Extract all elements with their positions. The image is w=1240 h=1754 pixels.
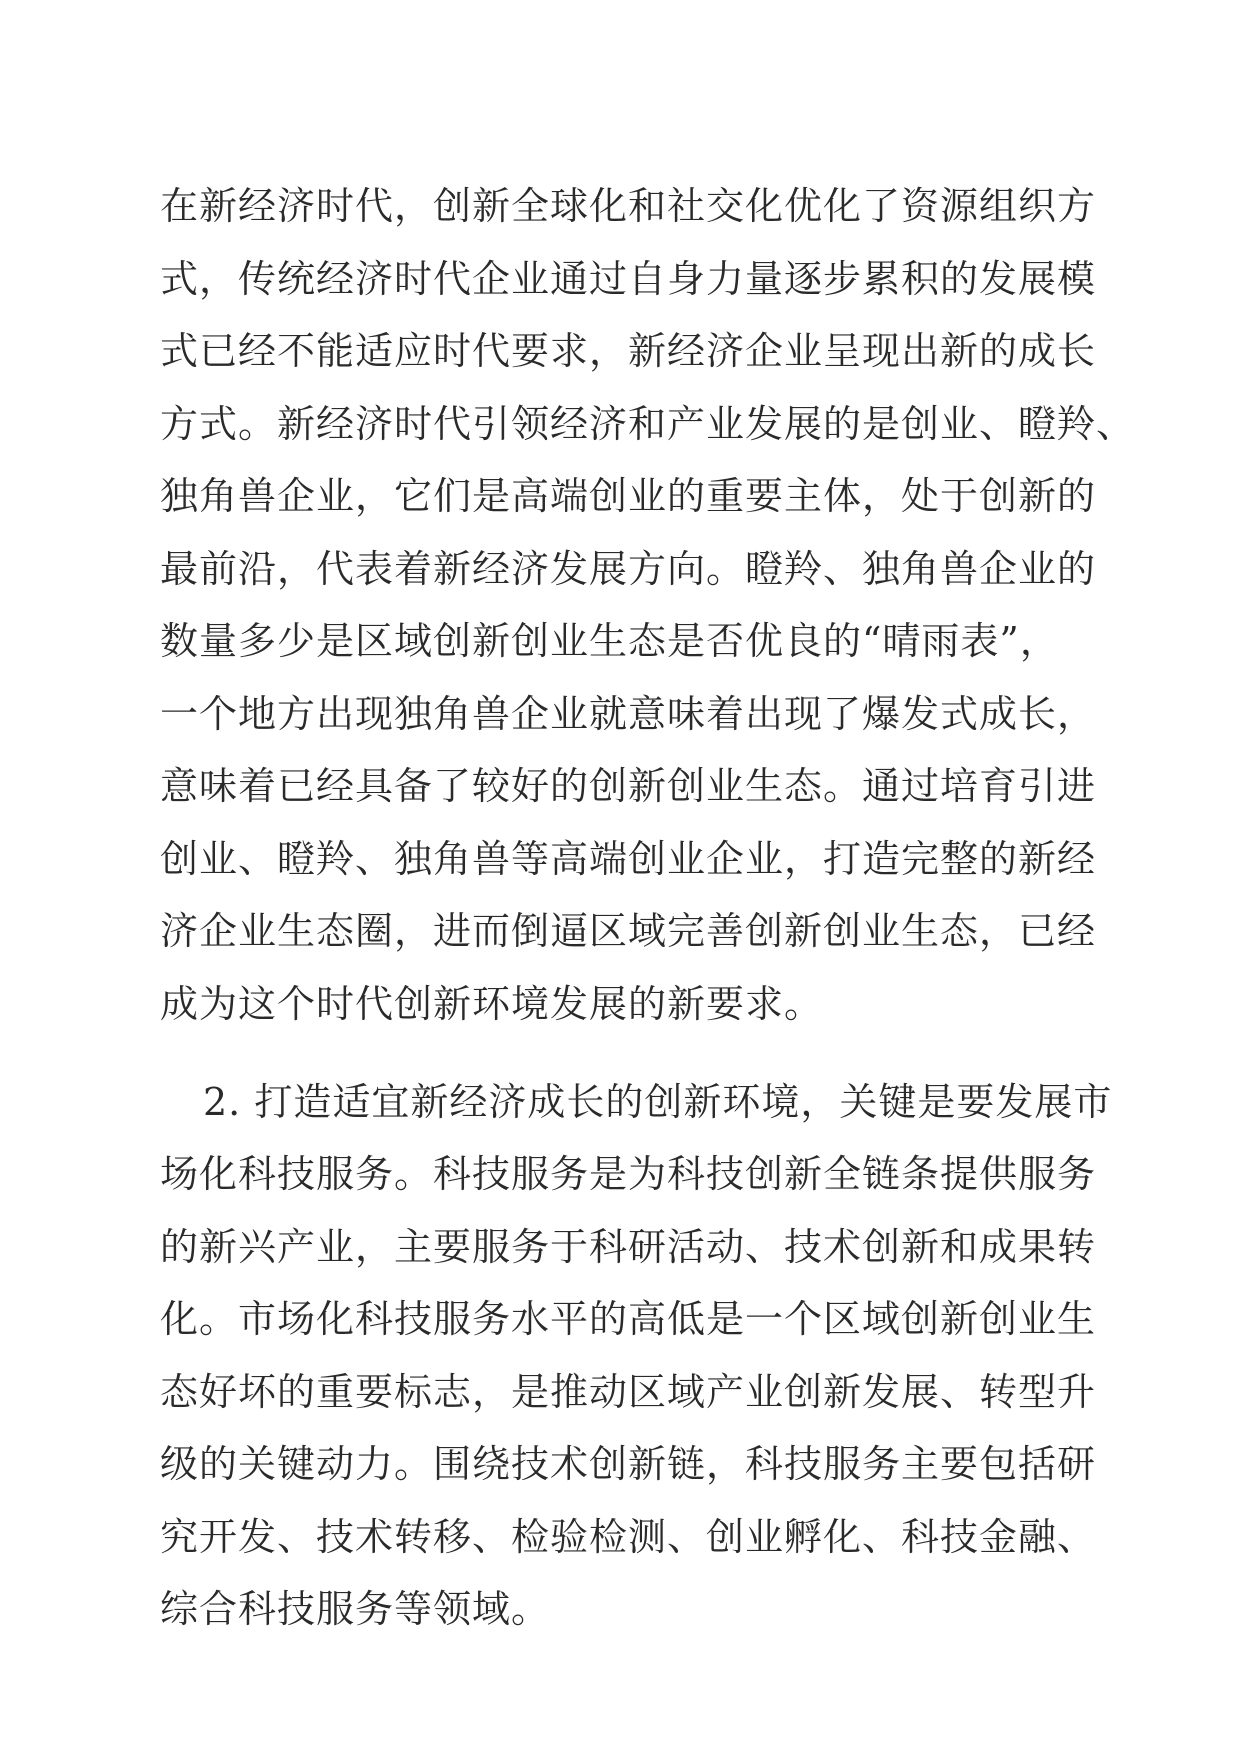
paragraph-line: 方式。新经济时代引领经济和产业发展的是创业、瞪羚、 bbox=[160, 402, 1136, 446]
paragraph-line: 究开发、技术转移、检验检测、创业孵化、科技金融、 bbox=[160, 1515, 1097, 1559]
paragraph-line: 济企业生态圈，进而倒逼区域完善创新创业生态，已经 bbox=[160, 909, 1097, 953]
paragraph-line: 级的关键动力。围绕技术创新链，科技服务主要包括研 bbox=[160, 1442, 1097, 1486]
paragraph-line: 数量多少是区域创新创业生态是否优良的“晴雨表”， bbox=[160, 619, 1059, 663]
paragraph-line: 成为这个时代创新环境发展的新要求。 bbox=[160, 982, 824, 1026]
paragraph-line: 式，传统经济时代企业通过自身力量逐步累积的发展模 bbox=[160, 257, 1097, 301]
paragraph-line: 综合科技服务等领域。 bbox=[160, 1587, 551, 1631]
paragraph-line: 意味着已经具备了较好的创新创业生态。通过培育引进 bbox=[160, 764, 1097, 808]
paragraph-line: 2. 打造适宜新经济成长的创新环境，关键是要发展市 bbox=[203, 1080, 1113, 1124]
paragraph-line: 一个地方出现独角兽企业就意味着出现了爆发式成长， bbox=[160, 692, 1097, 736]
paragraph-line: 场化科技服务。科技服务是为科技创新全链条提供服务 bbox=[160, 1152, 1097, 1196]
paragraph-line: 态好坏的重要标志，是推动区域产业创新发展、转型升 bbox=[160, 1370, 1097, 1414]
paragraph-line: 最前沿，代表着新经济发展方向。瞪羚、独角兽企业的 bbox=[160, 547, 1097, 591]
paragraph-line: 化。市场化科技服务水平的高低是一个区域创新创业生 bbox=[160, 1297, 1097, 1341]
paragraph-line: 在新经济时代，创新全球化和社交化优化了资源组织方 bbox=[160, 184, 1097, 228]
paragraph-line: 创业、瞪羚、独角兽等高端创业企业，打造完整的新经 bbox=[160, 837, 1097, 881]
paragraph-line: 的新兴产业，主要服务于科研活动、技术创新和成果转 bbox=[160, 1225, 1097, 1269]
paragraph-line: 式已经不能适应时代要求，新经济企业呈现出新的成长 bbox=[160, 329, 1097, 373]
paragraph-line: 独角兽企业，它们是高端创业的重要主体，处于创新的 bbox=[160, 474, 1097, 518]
